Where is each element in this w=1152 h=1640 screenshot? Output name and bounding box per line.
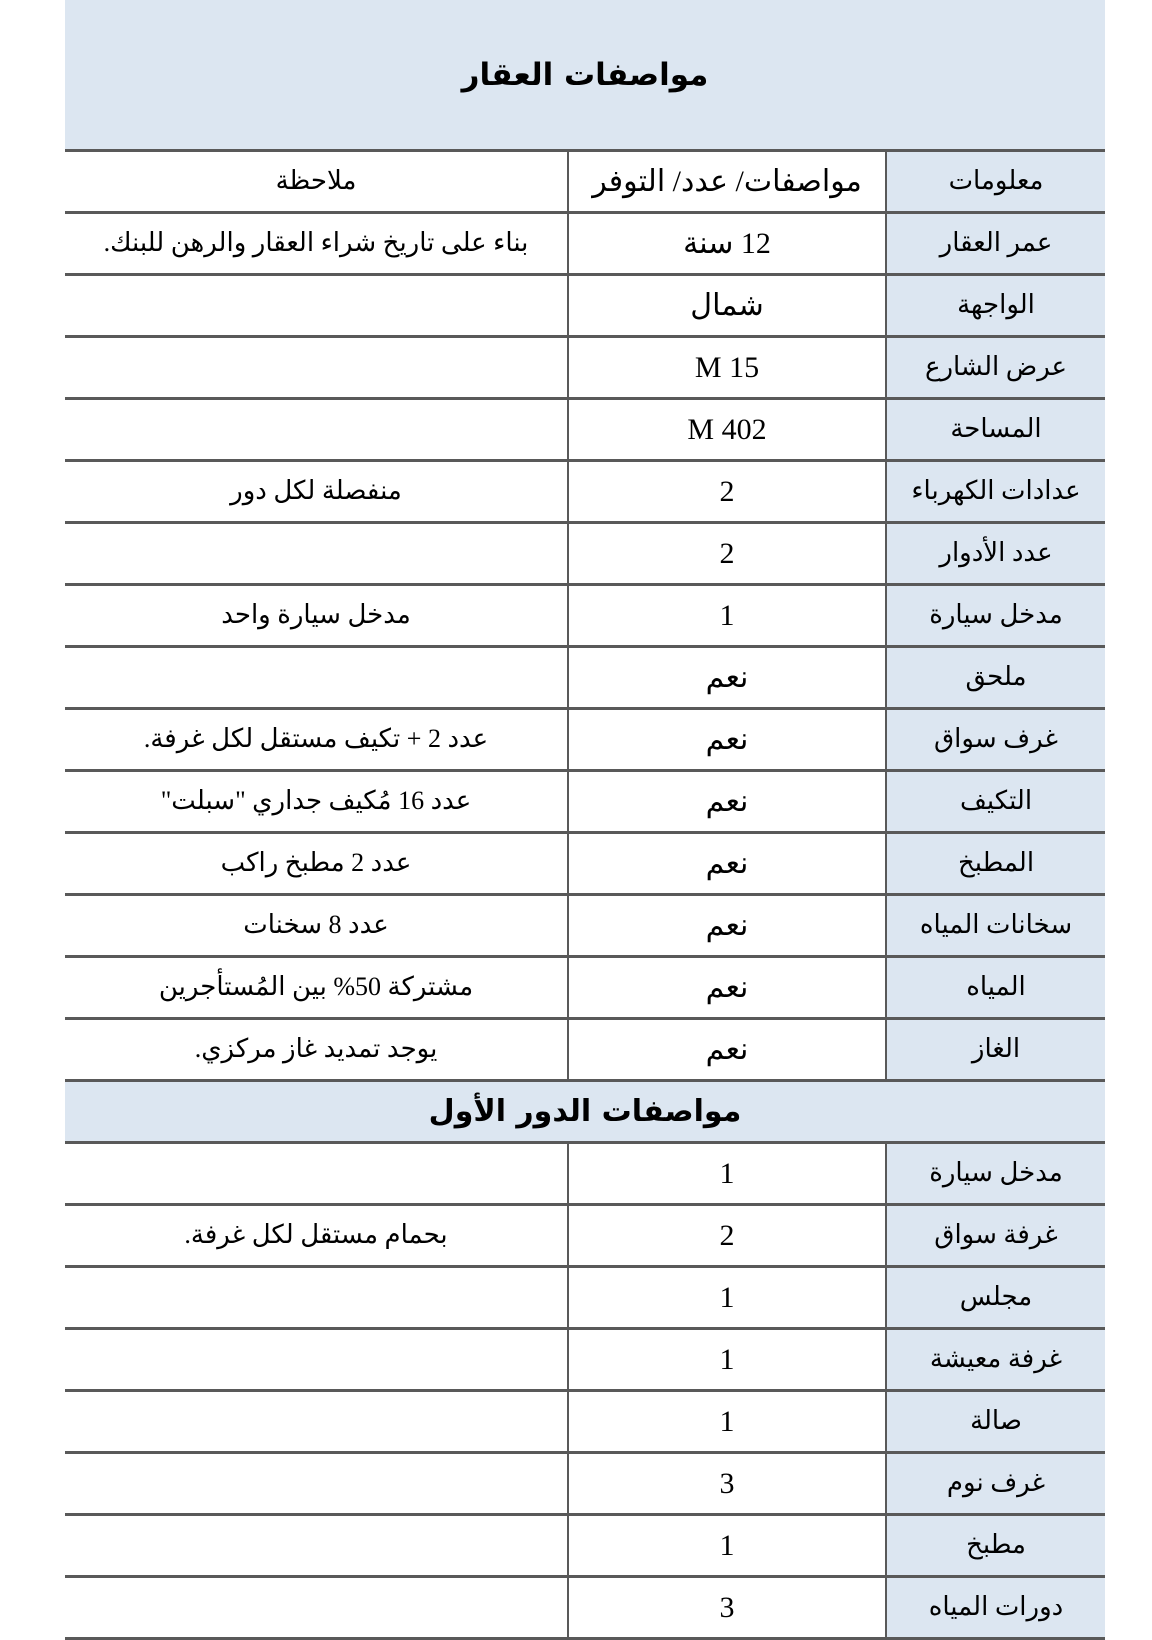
section2-header-row bbox=[65, 1082, 1105, 1144]
row-info-cell: ملحق bbox=[887, 648, 1105, 707]
row-info-cell: التكيف bbox=[887, 772, 1105, 831]
table-row bbox=[65, 958, 1105, 1020]
section2-first-floor-rows bbox=[65, 1144, 1105, 1640]
row-info-cell: عرض الشارع bbox=[887, 338, 1105, 397]
table-row bbox=[65, 1330, 1105, 1392]
table-row bbox=[65, 1516, 1105, 1578]
row-value-cell: نعم bbox=[567, 1020, 887, 1079]
row-info-cell: المساحة bbox=[887, 400, 1105, 459]
page-title: مواصفات العقار bbox=[461, 56, 709, 93]
row-info-cell: مدخل سيارة bbox=[887, 1144, 1105, 1203]
row-info-cell: المطبخ bbox=[887, 834, 1105, 893]
row-value-cell: 3 bbox=[567, 1454, 887, 1513]
row-value-cell: 1 bbox=[567, 1144, 887, 1203]
row-info-cell: مدخل سيارة bbox=[887, 586, 1105, 645]
row-info-cell: غرفة معيشة bbox=[887, 1330, 1105, 1389]
table-row bbox=[65, 772, 1105, 834]
column-header-value: مواصفات/ عدد/ التوفر bbox=[567, 152, 887, 211]
table-row bbox=[65, 834, 1105, 896]
table-row bbox=[65, 524, 1105, 586]
row-value-cell: 1 bbox=[567, 1392, 887, 1451]
row-info-cell: سخانات المياه bbox=[887, 896, 1105, 955]
table-row bbox=[65, 1144, 1105, 1206]
row-info-cell: المياه bbox=[887, 958, 1105, 1017]
section2-title: مواصفات الدور الأول bbox=[428, 1094, 742, 1129]
row-value-cell: شمال bbox=[567, 276, 887, 335]
column-header-note: ملاحظة bbox=[275, 166, 357, 196]
row-note-cell bbox=[65, 648, 567, 707]
row-value-cell: نعم bbox=[567, 710, 887, 769]
table-row bbox=[65, 648, 1105, 710]
row-note-cell: بناء على تاريخ شراء العقار والرهن للبنك. bbox=[103, 228, 529, 258]
row-note-cell: منفصلة لكل دور bbox=[230, 476, 402, 506]
row-value-cell: نعم bbox=[567, 896, 887, 955]
row-note-cell bbox=[65, 1454, 567, 1513]
row-note-cell bbox=[65, 400, 567, 459]
row-note-cell: عدد 2 مطبخ راكب bbox=[220, 848, 412, 878]
row-info-cell: صالة bbox=[887, 1392, 1105, 1451]
row-note-cell bbox=[65, 1578, 567, 1637]
section1-property-rows bbox=[65, 214, 1105, 1082]
row-note-cell bbox=[65, 1330, 567, 1389]
row-value-cell: 2 bbox=[567, 462, 887, 521]
row-value-cell: 15 M bbox=[567, 338, 887, 397]
row-info-cell: مجلس bbox=[887, 1268, 1105, 1327]
table-row bbox=[65, 1392, 1105, 1454]
row-note-cell bbox=[65, 1268, 567, 1327]
row-info-cell: عمر العقار bbox=[887, 214, 1105, 273]
table-row bbox=[65, 276, 1105, 338]
row-note-cell bbox=[65, 524, 567, 583]
row-info-cell: غرف سواق bbox=[887, 710, 1105, 769]
table-row bbox=[65, 1020, 1105, 1082]
row-value-cell: نعم bbox=[567, 958, 887, 1017]
row-note-cell: يوجد تمديد غاز مركزي. bbox=[194, 1034, 438, 1064]
row-value-cell: 1 bbox=[567, 1268, 887, 1327]
row-info-cell: دورات المياه bbox=[887, 1578, 1105, 1637]
table-row bbox=[65, 896, 1105, 958]
row-value-cell: نعم bbox=[567, 772, 887, 831]
row-value-cell: نعم bbox=[567, 834, 887, 893]
table-row bbox=[65, 710, 1105, 772]
property-specs-table bbox=[65, 0, 1105, 1640]
row-info-cell: الواجهة bbox=[887, 276, 1105, 335]
table-row bbox=[65, 338, 1105, 400]
table-row bbox=[65, 462, 1105, 524]
row-note-cell: مشتركة 50% بين المُستأجرين bbox=[158, 972, 474, 1002]
row-note-cell bbox=[65, 1392, 567, 1451]
row-note-cell bbox=[65, 1516, 567, 1575]
row-info-cell: الغاز bbox=[887, 1020, 1105, 1079]
row-info-cell: عدد الأدوار bbox=[887, 524, 1105, 583]
row-info-cell: عدادات الكهرباء bbox=[887, 462, 1105, 521]
row-note-cell bbox=[65, 338, 567, 397]
row-value-cell: نعم bbox=[567, 648, 887, 707]
row-note-cell: عدد 16 مُكيف جداري "سبلت" bbox=[160, 786, 472, 816]
table-row bbox=[65, 1578, 1105, 1640]
table-row bbox=[65, 214, 1105, 276]
table-row bbox=[65, 1268, 1105, 1330]
row-info-cell: غرفة سواق bbox=[887, 1206, 1105, 1265]
row-value-cell: 402 M bbox=[567, 400, 887, 459]
table-row bbox=[65, 400, 1105, 462]
row-info-cell: غرف نوم bbox=[887, 1454, 1105, 1513]
row-note-cell bbox=[65, 1144, 567, 1203]
row-value-cell: 3 bbox=[567, 1578, 887, 1637]
row-value-cell: 2 bbox=[567, 1206, 887, 1265]
row-value-cell: 12 سنة bbox=[567, 214, 887, 273]
table-row bbox=[65, 1206, 1105, 1268]
row-value-cell: 1 bbox=[567, 1330, 887, 1389]
row-note-cell: مدخل سيارة واحد bbox=[221, 600, 411, 630]
table-row bbox=[65, 1454, 1105, 1516]
row-note-cell: بحمام مستقل لكل غرفة. bbox=[184, 1220, 448, 1250]
row-value-cell: 2 bbox=[567, 524, 887, 583]
table-title-block bbox=[65, 0, 1105, 152]
column-header-info: معلومات bbox=[887, 152, 1105, 211]
row-value-cell: 1 bbox=[567, 586, 887, 645]
row-note-cell bbox=[65, 276, 567, 335]
row-note-cell: عدد 2 + تكيف مستقل لكل غرفة. bbox=[143, 724, 489, 754]
table-header-row bbox=[65, 152, 1105, 214]
row-note-cell: عدد 8 سخنات bbox=[243, 910, 389, 940]
row-value-cell: 1 bbox=[567, 1516, 887, 1575]
row-info-cell: مطبخ bbox=[887, 1516, 1105, 1575]
table-row bbox=[65, 586, 1105, 648]
